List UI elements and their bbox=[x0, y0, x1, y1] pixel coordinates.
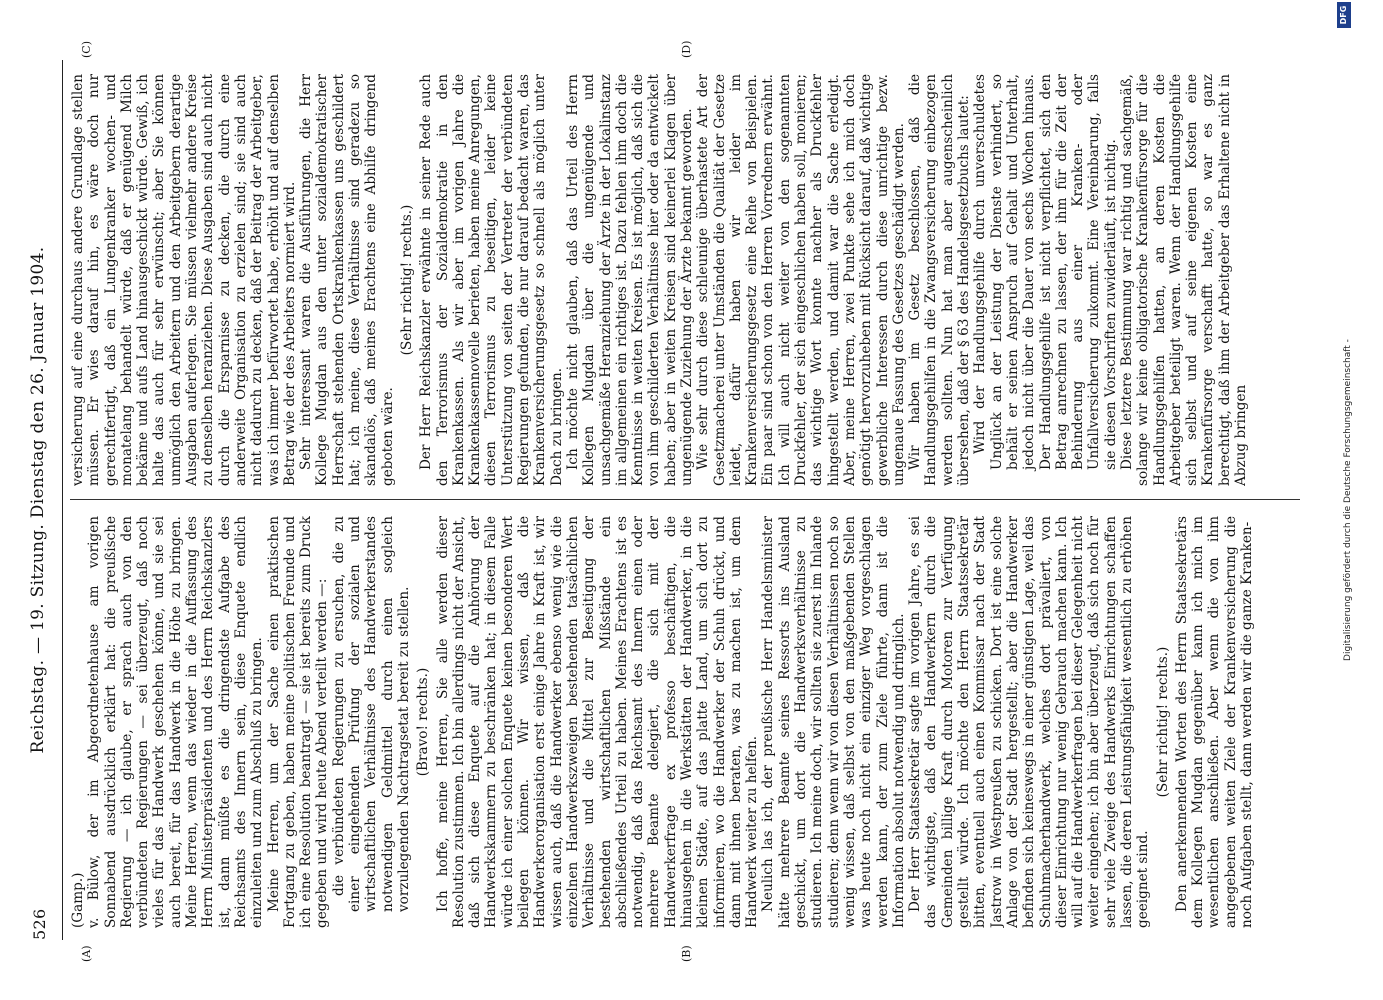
running-title: Reichstag. — 19. Sitzung. Dienstag den 26. Januar 1904. bbox=[28, 246, 48, 754]
page-header bbox=[22, 60, 62, 940]
paragraph: versicherung auf eine durchaus andere Grundlage stellen müssen. Er wies darauf hin, es wäre doch nur gerechtfertigt, daß ein Lungenkranker wochen- und monatelang behandelt würde, daß er genügend Milch bekäme und aufs Land hinausgeschickt würde. Gewiß, ich halte das auch für sehr erwünscht; aber Sie können unmöglich den Arbeitern und den Arbeitgebern derartige Ausgaben auferlegen. Sie müssen vielmehr andere Kreise zu denselben heranziehen. Diese Ausgaben sind auch nicht durch die Ersparnisse zu decken, die durch eine anderweite Organisation zu erzielen sind; sie sind auch nicht dadurch zu decken, daß der Beitrag der Arbeitgeber, was ich immer befürwortet habe, erhöht und auf denselben Betrag wie der des Arbeiters normiert wird. bbox=[70, 74, 298, 486]
resolution-quote: die verbündeten Regierungen zu ersuchen, die zu einer eingehenden Prüfung der sozialen und wirtschaftlichen Verhältnisse des Handwerkerstandes notwendigen Geldmittel durch einen sogleich vorzulegenden Nachtragsetat bereit zu stellen. bbox=[330, 516, 412, 912]
margin-mark-d: (D) bbox=[680, 40, 693, 58]
interjection: (Bravo! rechts.) bbox=[415, 667, 432, 777]
paragraph: Wie sehr durch diese schleunige überhastete Art der Gesetzmacherei unter Umständen die Qualität der Gesetze leidet, dafür haben wir leider im Krankenversicherungsgesetz eine Reihe von Beispielen. Ein paar sind schon von den Herren Vorrednern erwähnt. Ich will auch nicht weiter von den sogenannten Druckfehler, der sich eingeschlichen haben soll, monieren; das wichtige Wort konnte nachher als Druckfehler hingestellt werden, und damit war die Sache erledigt. Aber, meine Herren, zwei Punkte sehe ich mich doch genötigt hervorzuheben mit Rücksicht darauf, daß wichtige gewerbliche Interessen durch diese unrichtige bezw. ungenaue Fassung des Gesetzes geschädigt werden. bbox=[695, 74, 907, 486]
column-divider bbox=[70, 499, 1300, 500]
law-quote: Wird der Handlungsgehilfe durch unverschuldetes Unglück an der Leistung der Dienste verhindert, so behält er seinen Anspruch auf Gehalt und Unterhalt, jedoch nicht über die Dauer von sechs Wochen hinaus. Der Handlungsgehilfe ist nicht verpflichtet, sich den Betrag anrechnen zu lassen, der ihm für die Zeit der Behinderung aus einer Kranken- oder Unfallversicherung zukommt. Eine Vereinbarung, falls sie diesen Vorschriften zuwiderläuft, ist nichtig. bbox=[972, 74, 1119, 470]
paragraph: Meine Herren, um der Sache einen praktischen Fortgang zu geben, haben meine politischen Freunde und ich eine Resolution beantragt — sie ist bereits zum Druck gegeben und wird heute Abend verteilt werden —: bbox=[265, 516, 331, 928]
margin-mark-a: (A) bbox=[80, 945, 93, 962]
paragraph: Diese letztere Bestimmung war richtig und sachgemäß, solange wir keine obligatorische Krankenfürsorge für die Handlungsgehilfen hatten, an deren Kosten die Arbeitgeber beteiligt waren. Wenn der Handlungsgehilfe sich selbst und auf seine eigenen Kosten eine Krankenfürsorge verschafft hatte, so war es ganz berechtigt, daß ihm der Arbeitgeber das Erhaltene nicht in Abzug bringen bbox=[1119, 74, 1250, 486]
paragraph: Sehr interessant waren die Ausführungen, die Herr Kollege Mugdan aus den unter sozialdemokratischer Herrschaft stehenden Ortskrankenkassen uns geschildert hat; ich meine, diese Verhältnisse sind geradezu so skandalös, daß meines Erachtens eine Abhilfe dringend geboten wäre. bbox=[298, 74, 396, 486]
interjection: (Sehr richtig! rechts.) bbox=[1154, 646, 1171, 798]
digitization-credit: Digitalisierung gefördert durch die Deutsche Forschungsgemeinschaft - bbox=[1343, 339, 1353, 661]
paragraph: Der Herr Staatssekretär sagte im vorigen Jahre, es sei das wichtigste, daß den Handwerkern durch die Gemeinden billige Kraft durch Motoren zur Verfügung gestellt würde. Ich möchte den Herrn Staatssekretär bitten, eventuell auch einen Kommissar nach der Stadt Jastrow in Westpreußen zu schicken. Dort ist eine solche Anlage von der Stadt hergestellt; aber die Handwerker befinden sich keineswegs in einer günstigen Lage, weil das Schuhmacherhandwerk, welches dort prävaliert, von dieser Einrichtung nur wenig Gebrauch machen kann. Ich will auf die Handwerkerfragen bei dieser Gelegenheit nicht weiter eingehen; ich bin aber überzeugt, daß sich noch für sehr viele Zweige des Handwerks Einrichtungen schaffen lassen, die deren Leistungsfähigkeit wesentlich zu erhöhen geeignet sind. bbox=[907, 516, 1152, 928]
interjection: (Sehr richtig! rechts.) bbox=[398, 204, 415, 356]
margin-mark-c: (C) bbox=[80, 41, 93, 58]
speaker-tag: (Gamp.) bbox=[70, 872, 86, 928]
margin-mark-b: (B) bbox=[680, 945, 693, 962]
paragraph: Ich möchte nicht glauben, daß das Urteil des Herrn Kollegen Mugdan über die ungenügende und unsachgemäße Heranziehung der Ärzte in der Lokalinstanz im allgemeinen ein richtiges ist. Dazu fehlen ihm doch die Kenntnisse in weiten Kreisen. Es ist möglich, daß sich die von ihm geschilderten Verhältnisse hier oder da entwickelt haben; aber in weiten Kreisen sind keinerlei Klagen über ungenügende Zuziehung der Ärzte bekannt geworden. bbox=[564, 74, 695, 486]
paragraph: Wir haben im Gesetz beschlossen, daß die Handlungsgehilfen in die Zwangsversicherung einbezogen werden sollten. Nun hat man aber augenscheinlich übersehen, daß der § 63 des Handelsgesetzbuchs lautet: bbox=[907, 74, 973, 486]
dfg-logo: DFG bbox=[1337, 2, 1351, 28]
paragraph: Den anerkennenden Worten des Herrn Staatssekretärs dem Kollegen Mugdan gegenüber kann ich mich im wesentlichen anschließen. Aber wenn die von ihm angegebenen weiten Ziele der Krankenversicherung die noch Aufgaben stellt, dann werden wir die ganze Kranken- bbox=[1173, 516, 1256, 928]
header-rule bbox=[62, 60, 63, 940]
paragraph: Neulich las ich, der preußische Herr Handelsminister hätte mehrere Beamte seines Ressorts ins Ausland geschickt, um dort die Handwerksverhältnisse zu studieren. Ich meine doch, wir sollten sie zuerst im Inlande studieren; denn wenn wir von diesen Verhältnissen noch so wenig wissen, daß selbst von den maßgebenden Stellen was heute noch nicht ein einziger Weg vorgeschlagen werden kann, der zum Ziele führte, dann ist die Information absolut notwendig und dringlich. bbox=[760, 516, 907, 928]
paragraph: Ich hoffe, meine Herren, Sie alle werden dieser Resolution zustimmen. Ich bin allerdings nicht der Ansicht, daß sich diese Enquete auf die Anhörung der Handwerkskammern zu beschränken hat; in diesem Falle würde ich einer solchen Enquete keinen besonderen Wert beilegen können. Wir wissen, daß die Handwerkerorganisation erst einige Jahre in Kraft ist, wir wissen auch, daß die Handwerker ebenso wenig wie die einzelnen Handwerkszweigen bestehenden tatsächlichen Verhältnisse und die Mittel zur Beseitigung der bestehenden wirtschaftlichen Mißstände ein abschließendes Urteil zu haben. Meines Erachtens ist es notwendig, daß das Reichsamt des Innern einen oder mehrere Beamte delegiert, die sich mit der Handwerkerfrage ex professo beschäftigen, die hinausgehen in die Werkstätten der Handwerker, in die kleinen Städte, auf das platte Land, um sich dort zu informieren, wo die Handwerker der Schuh drückt, und dann mit ihnen beraten, was zu machen ist, um dem Handwerk weiter zu helfen. bbox=[434, 516, 761, 928]
page-number: 526 bbox=[30, 908, 49, 940]
text-column-right bbox=[70, 74, 1300, 486]
paragraph: Der Herr Reichskanzler erwähnte in seiner Rede auch den Terrorismus der Sozialdemokratie in den Krankenkassen. Als wir aber im vorigen Jahre die Krankenkassennovelle berieten, haben meine Anregungen, diesen Terrorismus zu beseitigen, leider keine Unterstützung von seiten der Vertreter der verbündeten Regierungen gefunden, die nur darauf bedacht waren, das Krankenversicherungsgesetz so schnell als möglich unter Dach zu bringen. bbox=[418, 74, 565, 486]
paragraph: v. Bülow, der im Abgeordnetenhause am vorigen Sonnabend ausdrücklich erklärt hat: die preußische Regierung — ich glaube, er sprach auch von den verbündeten Regierungen — sei überzeugt, daß noch vieles für das Handwerk geschehen könne, und sie sei auch bereit, für das Handwerk in die Höhe zu bringen. Meine Herren, wenn das wieder in die Auffassung des Herrn Ministerpräsidenten und des Herrn Reichskanzlers ist, dann müßte es die dringendste Aufgabe des Reichsamts des Innern sein, diese Enquete endlich einzuleiten und zum Abschluß zu bringen. bbox=[86, 516, 266, 928]
text-column-left bbox=[70, 516, 1300, 928]
